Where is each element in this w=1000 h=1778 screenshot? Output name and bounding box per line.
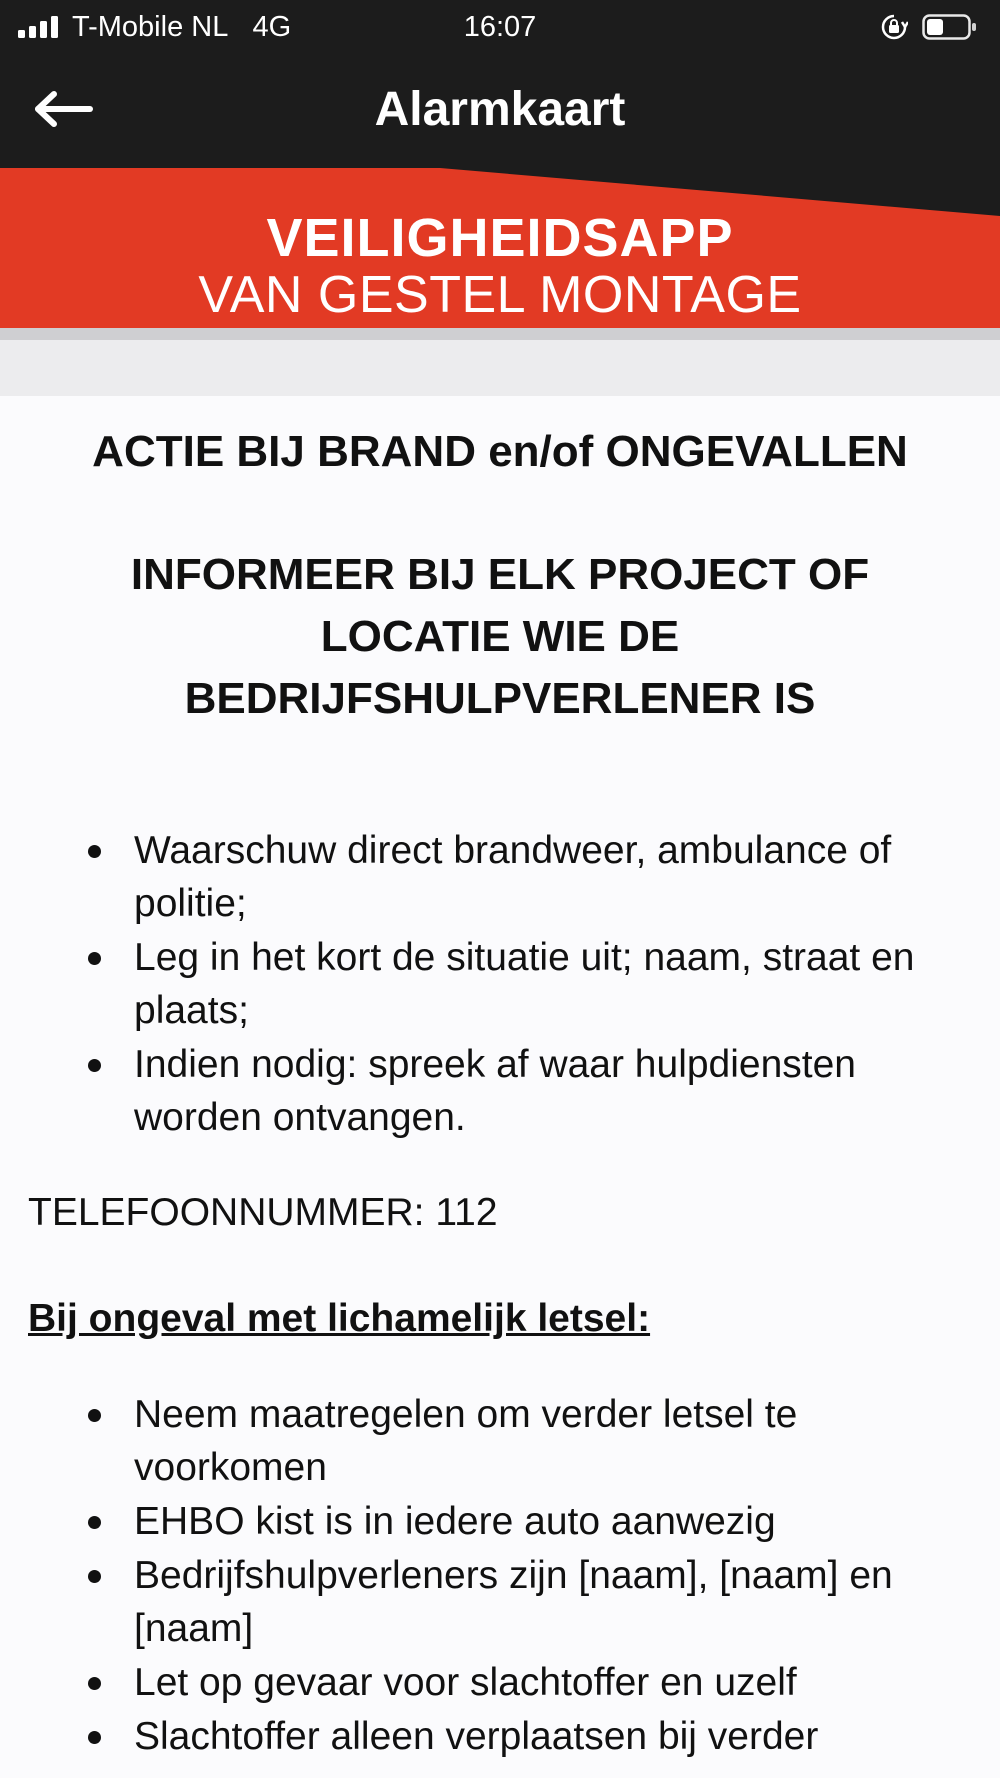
list-item: EHBO kist is in iedere auto aanwezig <box>0 1495 1000 1548</box>
section-heading: ACTIE BIJ BRAND en/of ONGEVALLEN <box>92 427 908 476</box>
spacer <box>0 340 1000 396</box>
orientation-lock-icon <box>880 13 908 41</box>
phone-number: TELEFOONNUMMER: 112 <box>28 1191 498 1234</box>
brand-banner <box>0 168 1000 340</box>
battery-icon <box>922 14 978 40</box>
list-item: Neem maatregelen om verder letsel te voorkomen <box>0 1388 1000 1494</box>
list-item: Bedrijfshulpverleners zijn [naam], [naam] en [naam] <box>0 1549 1000 1655</box>
list-item: Let op gevaar voor slachtoffer en uzelf <box>0 1656 1000 1709</box>
banner-subtitle: VAN GESTEL MONTAGE <box>198 266 802 324</box>
list-item: Slachtoffer alleen verplaatsen bij verder <box>0 1710 1000 1763</box>
info-heading: INFORMEER BIJ ELK PROJECT OF LOCATIE WIE DE BEDRIJFSHULPVERLENER IS <box>130 550 870 723</box>
action-list <box>0 824 1000 1145</box>
list-item: Indien nodig: spreek af waar hulpdiensten worden ontvangen. <box>0 1038 1000 1144</box>
injury-subheading: Bij ongeval met lichamelijk letsel: <box>28 1297 651 1340</box>
nav-bar <box>0 54 1000 170</box>
clock: 16:07 <box>463 11 537 43</box>
list-item: Waarschuw direct brandweer, ambulance of politie; <box>0 824 1000 930</box>
status-bar <box>0 0 1000 54</box>
banner-title: VEILIGHEIDSAPP <box>266 208 734 268</box>
page-title: Alarmkaart <box>374 83 626 136</box>
injury-list <box>0 1388 1000 1764</box>
list-item: Leg in het kort de situatie uit; naam, straat en plaats; <box>0 931 1000 1037</box>
network-type: 4G <box>252 11 292 43</box>
carrier-name: T-Mobile NL <box>72 11 229 43</box>
